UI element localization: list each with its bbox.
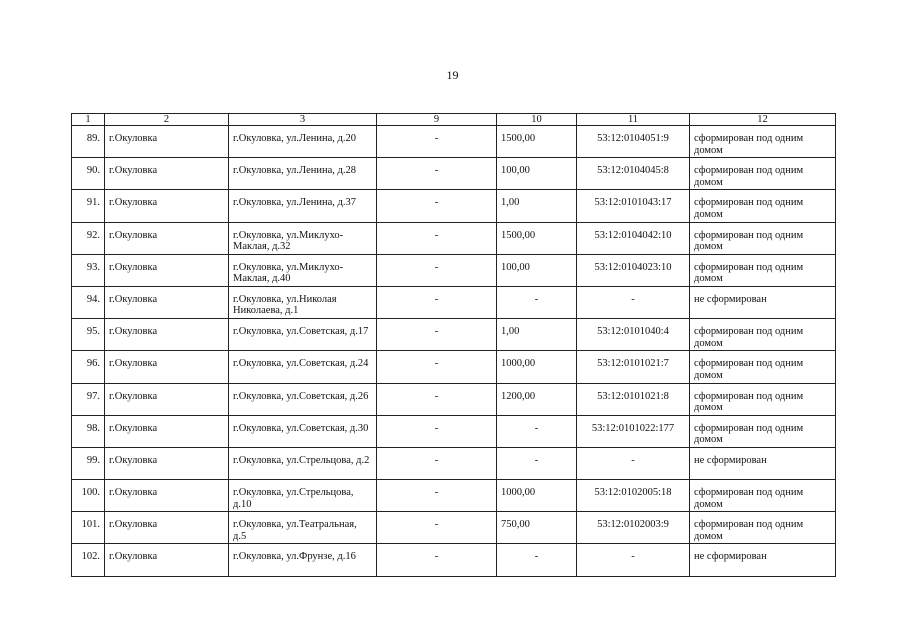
status-cell: сформирован под одним домом: [690, 254, 836, 286]
table-row: [72, 222, 836, 254]
area-cell: -: [497, 286, 577, 318]
table-body: [72, 126, 836, 577]
address-cell: г.Окуловка, ул.Советская, д.26: [229, 383, 377, 415]
area-cell: 1000,00: [497, 351, 577, 383]
status-cell: не сформирован: [690, 286, 836, 318]
row-number-cell: 94.: [72, 286, 105, 318]
land-plot-table: [71, 113, 836, 577]
locality-cell: г.Окуловка: [105, 447, 229, 479]
address-cell: г.Окуловка, ул.Миклухо-Маклая, д.32: [229, 222, 377, 254]
table-row: [72, 351, 836, 383]
status-cell: сформирован под одним домом: [690, 351, 836, 383]
locality-cell: г.Окуловка: [105, 544, 229, 576]
table-row: [72, 480, 836, 512]
address-cell: г.Окуловка, ул.Стрельцова, д.2: [229, 447, 377, 479]
status-cell: сформирован под одним домом: [690, 158, 836, 190]
status-cell: сформирован под одним домом: [690, 222, 836, 254]
column-header: 9: [377, 114, 497, 126]
cadastral-number-cell: 53:12:0104051:9: [577, 126, 690, 158]
column-9-cell: -: [377, 383, 497, 415]
column-9-cell: -: [377, 415, 497, 447]
area-cell: 750,00: [497, 512, 577, 544]
locality-cell: г.Окуловка: [105, 222, 229, 254]
cadastral-number-cell: -: [577, 544, 690, 576]
address-cell: г.Окуловка, ул.Советская, д.17: [229, 319, 377, 351]
address-cell: г.Окуловка, ул.Николая Николаева, д.1: [229, 286, 377, 318]
area-cell: 1500,00: [497, 126, 577, 158]
area-cell: -: [497, 447, 577, 479]
row-number-cell: 93.: [72, 254, 105, 286]
area-cell: -: [497, 415, 577, 447]
address-cell: г.Окуловка, ул.Ленина, д.28: [229, 158, 377, 190]
table-row: [72, 544, 836, 576]
table-row: [72, 286, 836, 318]
column-header: 10: [497, 114, 577, 126]
header-row: [72, 114, 836, 126]
locality-cell: г.Окуловка: [105, 286, 229, 318]
locality-cell: г.Окуловка: [105, 415, 229, 447]
column-9-cell: -: [377, 286, 497, 318]
locality-cell: г.Окуловка: [105, 512, 229, 544]
cadastral-number-cell: -: [577, 447, 690, 479]
row-number-cell: 97.: [72, 383, 105, 415]
status-cell: не сформирован: [690, 447, 836, 479]
column-9-cell: -: [377, 222, 497, 254]
row-number-cell: 90.: [72, 158, 105, 190]
column-9-cell: -: [377, 319, 497, 351]
table-row: [72, 254, 836, 286]
cadastral-number-cell: 53:12:0101022:177: [577, 415, 690, 447]
status-cell: сформирован под одним домом: [690, 383, 836, 415]
column-9-cell: -: [377, 512, 497, 544]
address-cell: г.Окуловка, ул.Советская, д.30: [229, 415, 377, 447]
row-number-cell: 101.: [72, 512, 105, 544]
locality-cell: г.Окуловка: [105, 480, 229, 512]
status-cell: не сформирован: [690, 544, 836, 576]
cadastral-number-cell: -: [577, 286, 690, 318]
table-row: [72, 512, 836, 544]
cadastral-number-cell: 53:12:0102005:18: [577, 480, 690, 512]
area-cell: -: [497, 544, 577, 576]
row-number-cell: 99.: [72, 447, 105, 479]
row-number-cell: 89.: [72, 126, 105, 158]
cadastral-number-cell: 53:12:0101043:17: [577, 190, 690, 222]
locality-cell: г.Окуловка: [105, 319, 229, 351]
address-cell: г.Окуловка, ул.Стрельцова, д.10: [229, 480, 377, 512]
table-row: [72, 447, 836, 479]
area-cell: 1500,00: [497, 222, 577, 254]
status-cell: сформирован под одним домом: [690, 512, 836, 544]
cadastral-number-cell: 53:12:0101021:8: [577, 383, 690, 415]
row-number-cell: 92.: [72, 222, 105, 254]
table-row: [72, 383, 836, 415]
column-header: 11: [577, 114, 690, 126]
column-9-cell: -: [377, 190, 497, 222]
area-cell: 100,00: [497, 158, 577, 190]
row-number-cell: 100.: [72, 480, 105, 512]
status-cell: сформирован под одним домом: [690, 415, 836, 447]
address-cell: г.Окуловка, ул.Миклухо-Маклая, д.40: [229, 254, 377, 286]
column-9-cell: -: [377, 480, 497, 512]
table-row: [72, 190, 836, 222]
locality-cell: г.Окуловка: [105, 126, 229, 158]
cadastral-number-cell: 53:12:0101021:7: [577, 351, 690, 383]
area-cell: 1000,00: [497, 480, 577, 512]
column-9-cell: -: [377, 254, 497, 286]
row-number-cell: 98.: [72, 415, 105, 447]
column-header: 2: [105, 114, 229, 126]
table-row: [72, 158, 836, 190]
table-row: [72, 415, 836, 447]
cadastral-number-cell: 53:12:0102003:9: [577, 512, 690, 544]
row-number-cell: 96.: [72, 351, 105, 383]
column-9-cell: -: [377, 447, 497, 479]
locality-cell: г.Окуловка: [105, 254, 229, 286]
status-cell: сформирован под одним домом: [690, 480, 836, 512]
table-row: [72, 126, 836, 158]
status-cell: сформирован под одним домом: [690, 319, 836, 351]
address-cell: г.Окуловка, ул.Театральная, д.5: [229, 512, 377, 544]
area-cell: 1,00: [497, 190, 577, 222]
address-cell: г.Окуловка, ул.Фрунзе, д.16: [229, 544, 377, 576]
column-9-cell: -: [377, 126, 497, 158]
locality-cell: г.Окуловка: [105, 351, 229, 383]
table-row: [72, 319, 836, 351]
status-cell: сформирован под одним домом: [690, 126, 836, 158]
locality-cell: г.Окуловка: [105, 383, 229, 415]
column-9-cell: -: [377, 351, 497, 383]
cadastral-number-cell: 53:12:0104023:10: [577, 254, 690, 286]
cadastral-number-cell: 53:12:0104045:8: [577, 158, 690, 190]
address-cell: г.Окуловка, ул.Советская, д.24: [229, 351, 377, 383]
status-cell: сформирован под одним домом: [690, 190, 836, 222]
locality-cell: г.Окуловка: [105, 158, 229, 190]
address-cell: г.Окуловка, ул.Ленина, д.37: [229, 190, 377, 222]
cadastral-number-cell: 53:12:0104042:10: [577, 222, 690, 254]
row-number-cell: 95.: [72, 319, 105, 351]
row-number-cell: 91.: [72, 190, 105, 222]
column-9-cell: -: [377, 158, 497, 190]
address-cell: г.Окуловка, ул.Ленина, д.20: [229, 126, 377, 158]
column-header: 12: [690, 114, 836, 126]
column-header: 1: [72, 114, 105, 126]
area-cell: 100,00: [497, 254, 577, 286]
area-cell: 1,00: [497, 319, 577, 351]
row-number-cell: 102.: [72, 544, 105, 576]
locality-cell: г.Окуловка: [105, 190, 229, 222]
cadastral-number-cell: 53:12:0101040:4: [577, 319, 690, 351]
column-header: 3: [229, 114, 377, 126]
page-number: 19: [446, 68, 459, 82]
area-cell: 1200,00: [497, 383, 577, 415]
column-9-cell: -: [377, 544, 497, 576]
